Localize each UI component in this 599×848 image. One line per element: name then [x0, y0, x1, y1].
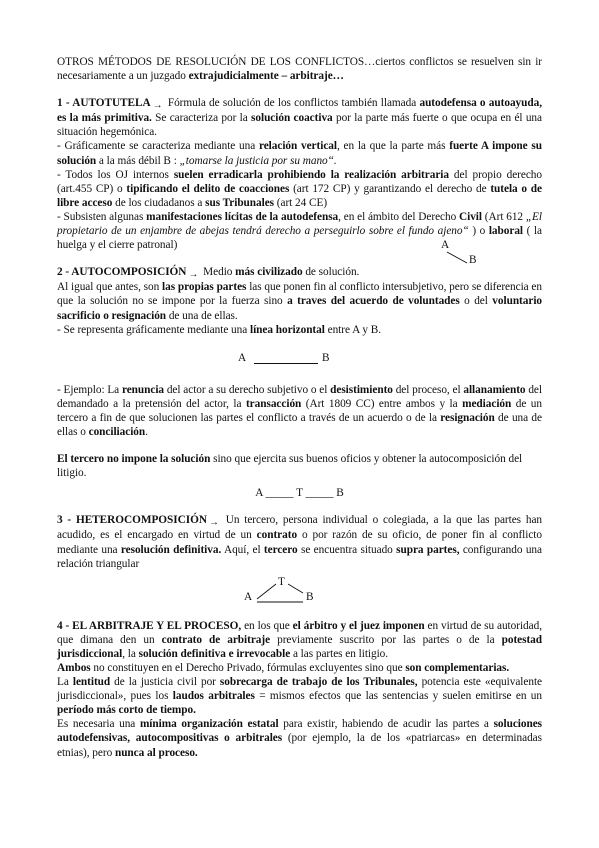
autocomposicion-example-paragraph: - Ejemplo: La renuncia del actor a su derecho subjetivo o el desistimiento del proceso, el allanamiento del demandado a la pretensión del actor, la transacción (Art 1809 CC) entre ambos y la mediación de un tercero a fin de que solucionen las partes el conflicto a través de un acuerdo o de la resignación de una de ellas o conciliación. — [57, 383, 542, 438]
intro-paragraph: OTROS MÉTODOS DE RESOLUCIÓN DE LOS CONFLICTOS…ciertos conflictos se resuelven sin ir necesariamente a un juzgado extrajudicialmente – arbitraje… — [57, 56, 542, 83]
heterocomposicion-paragraph: 3 - HETEROCOMPOSICIÓN → Un tercero, persona individual o colegiada, a la que las partes han acudido, es el encargado en virtud de un contrato o por razón de su oficio, de poner fin al conflicto mediante una resolución definitiva. Aquí, el tercero se encuentra situado supra partes, configurando una relación triangular — [57, 514, 543, 570]
arrow-right-icon: → — [208, 517, 219, 529]
autotutela-paragraph: 1 - AUTOTUTELA → Fórmula de solución de los conflictos también llamada autodefensa o autoayuda, es la más primitiva. Se caracteriza por la solución coactiva por la parte más fuerte o que ocupa en él una situación hegemónica. — [57, 97, 542, 139]
organizacion-paragraph: Es necesaria una mínima organización estatal para existir, habiendo de acudir las partes a soluciones autodefensivas, autocompositivas o arbitrales (por ejemplo, la de los «patriarcas» en determinadas etnias), pero nunca al proceso. — [57, 718, 543, 759]
section-heading: 1 - AUTOTUTELA — [57, 97, 151, 110]
autocomposicion-graphic-paragraph: - Se representa gráficamente mediante una línea horizontal entre A y B. — [57, 323, 381, 336]
lentitud-paragraph: La lentitud de la justicia civil por sobrecarga de trabajo de los Tribunales, potencia este «equivalente jurisdiccional», pues los laudos arbitrales = mismos efectos que las sentencias y suelen emitirse en un período más corto de tiempo. — [57, 676, 542, 717]
section-heading: 4 - EL ARBITRAJE Y EL PROCESO, — [57, 619, 242, 632]
ambos-paragraph: Ambos no constituyen en el Derecho Privado, fórmulas excluyentes sino que son complementarias. — [57, 662, 510, 674]
autotutela-graphic-paragraph: - Gráficamente se caracteriza mediante una relación vertical, en la que la parte más fuerte A impone su solución a la más débil B : „tomarse la justicia por su mano“. — [57, 140, 542, 167]
tercero-paragraph: El tercero no impone la solución sino que ejercita sus buenos oficios y obtener la autocomposición del litigio. — [57, 453, 523, 480]
arrow-right-icon: → — [188, 269, 199, 281]
section-heading: 2 - AUTOCOMPOSICIÓN — [57, 266, 187, 279]
vertical-diagram-b: B — [469, 254, 477, 267]
autotutela-licit-paragraph: - Subsisten algunas manifestaciones lícitas de la autodefensa, en el ámbito del Derecho Civil (Art 612 „El propietario de un enjambre de abejas tendrá derecho a perseguirlo sobre el fundo ajeno“ ) o laboral ( la huelga y el cierre patronal) — [57, 210, 543, 252]
arrow-right-icon: → — [152, 100, 163, 112]
section-heading: 3 - HETEROCOMPOSICIÓN — [57, 514, 207, 527]
autocomposicion-paragraph: Al igual que antes, son las propias partes las que ponen fin al conflicto intersubjetivo, pero se diferencia en que la solución no se impone por la fuerza sino a traves del acuerdo de voluntades o del voluntario sacrificio o resignación de una de ellas. — [57, 281, 543, 322]
triangular-diagram: T A B — [57, 575, 542, 611]
arbitraje-paragraph: 4 - EL ARBITRAJE Y EL PROCESO, en los que el árbitro y el juez imponen en virtud de su autoridad, que dimana den un contrato de arbitraje previamente suscrito por las partes o de la potestad jurisdiccional, la solución definitiva e irrevocable a las partes en litigio. — [57, 619, 543, 660]
autocomposicion-heading-line: 2 - AUTOCOMPOSICIÓN → Medio más civilizado de solución. — [57, 265, 542, 280]
vertical-diagram-a: A — [441, 239, 450, 252]
mediator-diagram: A _____ T _____ B — [255, 487, 344, 500]
autotutela-oj-paragraph: - Todos los OJ internos suelen erradicarla prohibiendo la realización arbitraria del propio derecho (art.455 CP) o tipificando el delito de coacciones (art 172 CP) y garantizando el derecho de tutela o de libre acceso de los ciudadanos a sus Tribunales (art 24 CE) — [57, 168, 542, 209]
horizontal-diagram: A B — [238, 351, 330, 364]
